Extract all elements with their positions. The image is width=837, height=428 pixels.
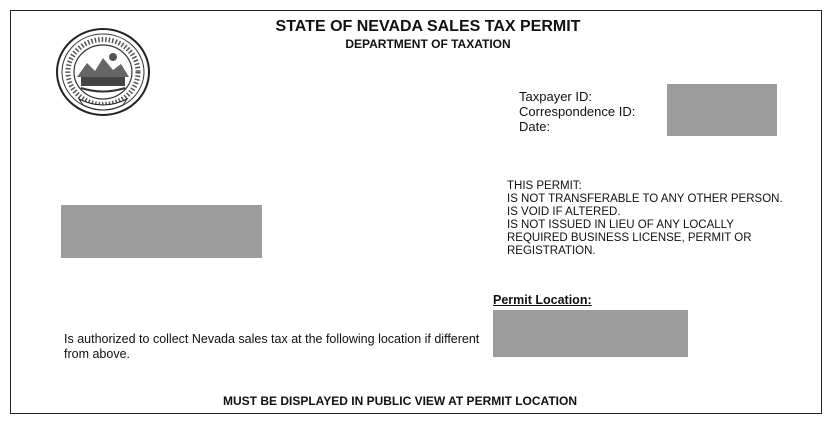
notice-line: IS NOT ISSUED IN LIEU OF ANY LOCALLY xyxy=(507,219,734,231)
redacted-id-values xyxy=(667,84,777,136)
display-notice-footer: MUST BE DISPLAYED IN PUBLIC VIEW AT PERMIT LOCATION xyxy=(222,394,577,408)
department-subtitle: DEPARTMENT OF TAXATION xyxy=(345,37,511,51)
id-labels xyxy=(519,89,635,134)
redacted-business-name xyxy=(61,205,262,258)
notice-line: IS VOID IF ALTERED. xyxy=(507,206,621,218)
permit-notice xyxy=(507,180,819,258)
permit-location-heading: Permit Location: xyxy=(493,293,592,307)
notice-line: IS NOT TRANSFERABLE TO ANY OTHER PERSON. xyxy=(507,193,783,205)
correspondence-id-label: Correspondence ID: xyxy=(519,104,636,119)
notice-line: THIS PERMIT: xyxy=(507,180,582,192)
notice-line: REGISTRATION. xyxy=(507,245,596,257)
authorization-statement: Is authorized to collect Nevada sales tax at the following location if different from above. xyxy=(64,332,480,361)
sales-tax-permit xyxy=(10,10,822,414)
permit-title: STATE OF NEVADA SALES TAX PERMIT xyxy=(275,18,581,35)
date-label: Date: xyxy=(519,119,551,134)
taxpayer-id-label: Taxpayer ID: xyxy=(519,89,592,104)
notice-line: REQUIRED BUSINESS LICENSE, PERMIT OR xyxy=(507,232,752,244)
redacted-permit-location xyxy=(493,310,688,357)
